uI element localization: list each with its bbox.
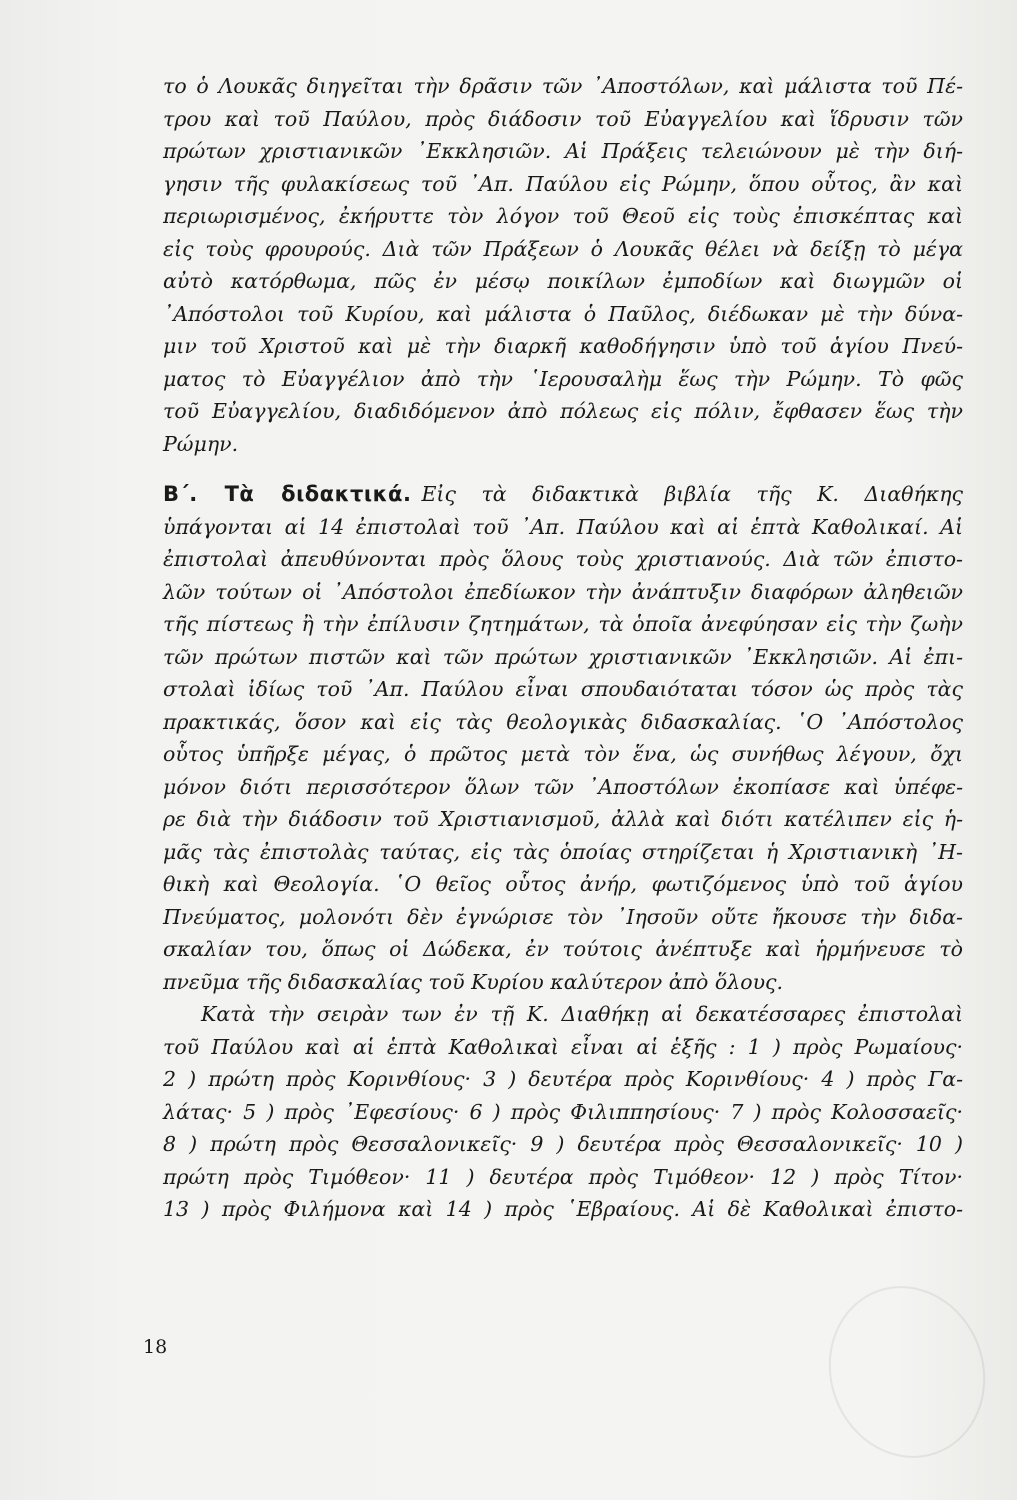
text-line: στολαὶ ἰδίως τοῦ ᾿Απ. Παύλου εἶναι σπουδαιόταται τόσον ὡς πρὸς τὰς [163, 677, 963, 701]
text-line: τρου καὶ τοῦ Παύλου, πρὸς διάδοσιν τοῦ Εὐαγγελίου καὶ ἵδρυσιν τῶν [163, 106, 963, 131]
text-line: Κατὰ τὴν σειρὰν των ἐν τῇ Κ. Διαθήκῃ αἱ δεκατέσσαρες ἐπιστολαὶ [201, 1002, 963, 1026]
text-line: πρακτικάς, ὅσον καὶ εἰς τὰς θεολογικὰς διδασκαλίας. ῾Ο ᾿Απόστολος [163, 709, 963, 734]
text-line: λάτας· 5 ) πρὸς ᾿Εφεσίους· 6 ) πρὸς Φιλιππησίους· 7 ) πρὸς Κολοσσαεῖς· [163, 1099, 963, 1124]
text-line: ματος τὸ Εὐαγγέλιον ἀπὸ τὴν ῾Ιερουσαλὴμ ἕως τὴν Ρώμην. Τὸ φῶς [163, 366, 963, 391]
text-line: μιν τοῦ Χριστοῦ καὶ μὲ τὴν διαρκῆ καθοδήγησιν ὑπὸ τοῦ ἁγίου Πνεύ- [163, 334, 963, 358]
text-line: πρώτη πρὸς Τιμόθεον· 11 ) δευτέρα πρὸς Τιμόθεον· 12 ) πρὸς Τίτον· [163, 1164, 963, 1189]
text-line: πνεῦμα τῆς διδασκαλίας τοῦ Κυρίου καλύτερον ἀπὸ ὅλους. [163, 969, 784, 994]
text-line: 8 ) πρώτη πρὸς Θεσσαλονικεῖς· 9 ) δευτέρα πρὸς Θεσσαλονικεῖς· 10 ) [163, 1132, 963, 1156]
text-line: ρε διὰ τὴν διάδοσιν τοῦ Χριστιανισμοῦ, ἀλλὰ καὶ διότι κατέλιπεν εἰς ἡ- [163, 807, 963, 831]
paragraph-acts [163, 70, 963, 460]
text-line: Πνεύματος, μολονότι δὲν ἐγνώρισε τὸν ᾿Ιησοῦν οὔτε ἤκουσε τὴν διδα- [163, 904, 963, 929]
paragraph-epistle-list [163, 998, 963, 1226]
text-line: τῆς πίστεως ἢ τὴν ἐπίλυσιν ζητημάτων, τὰ ὁποῖα ἀνεφύησαν εἰς τὴν ζωὴν [163, 612, 963, 636]
text-line: θικὴ καὶ Θεολογία. ῾Ο θεῖος οὗτος ἀνήρ, φωτιζόμενος ὑπὸ τοῦ ἁγίου [163, 872, 963, 896]
text-line: Ρώμην. [163, 431, 239, 456]
text-line: τοῦ Παύλου καὶ αἱ ἑπτὰ Καθολικαὶ εἶναι αἱ ἑξῆς : 1 ) πρὸς Ρωμαίους· [163, 1034, 963, 1059]
text-line: εἰς τοὺς φρουρούς. Διὰ τῶν Πράξεων ὁ Λουκᾶς θέλει νὰ δείξῃ τὸ μέγα [163, 236, 963, 261]
text-line: 13 ) πρὸς Φιλήμονα καὶ 14 ) πρὸς ῾Εβραίους. Αἱ δὲ Καθολικαὶ ἐπιστο- [163, 1197, 963, 1221]
paragraph-didactic [163, 478, 963, 998]
text-line: 2 ) πρώτη πρὸς Κορινθίους· 3 ) δευτέρα πρὸς Κορινθίους· 4 ) πρὸς Γα- [163, 1067, 963, 1091]
text-line: λῶν τούτων οἱ ᾿Απόστολοι ἐπεδίωκον τὴν ἀνάπτυξιν διαφόρων ἀληθειῶν [163, 579, 963, 604]
text-line: ᾿Απόστολοι τοῦ Κυρίου, καὶ μάλιστα ὁ Παῦλος, διέδωκαν μὲ τὴν δύνα- [163, 301, 963, 326]
text-line: τῶν πρώτων πιστῶν καὶ τῶν πρώτων χριστιανικῶν ᾿Εκκλησιῶν. Αἱ ἐπι- [163, 644, 963, 669]
text-line: γησιν τῆς φυλακίσεως τοῦ ᾿Απ. Παύλου εἰς Ρώμην, ὅπου οὗτος, ἂν καὶ [163, 171, 963, 196]
text-line: περιωρισμένος, ἐκήρυττε τὸν λόγον τοῦ Θεοῦ εἰς τοὺς ἐπισκέπτας καὶ [163, 204, 963, 228]
text-line: ἐπιστολαὶ ἀπευθύνονται πρὸς ὅλους τοὺς χριστιανούς. Διὰ τῶν ἐπιστο- [163, 547, 963, 571]
text-line: μᾶς τὰς ἐπιστολὰς ταύτας, εἰς τὰς ὁποίας στηρίζεται ἡ Χριστιανικὴ ᾿Η- [163, 839, 963, 864]
section-first-line: Εἰς τὰ διδακτικὰ βιβλία τῆς Κ. Διαθήκης [421, 482, 963, 506]
library-stamp [805, 1264, 1009, 1480]
section-heading-line [163, 478, 963, 511]
text-line: τοῦ Εὐαγγελίου, διαδιδόμενον ἀπὸ πόλεως εἰς πόλιν, ἔφθασεν ἕως τὴν [163, 399, 963, 423]
text-line: σκαλίαν του, ὅπως οἱ Δώδεκα, ἐν τούτοις ἀνέπτυξε καὶ ἡρμήνευσε τὸ [163, 937, 963, 961]
text-line: αὐτὸ κατόρθωμα, πῶς ἐν μέσῳ ποικίλων ἐμποδίων καὶ διωγμῶν οἱ [163, 269, 963, 293]
page-text [163, 70, 963, 1226]
text-line: το ὁ Λουκᾶς διηγεῖται τὴν δρᾶσιν τῶν ᾿Αποστόλων, καὶ μάλιστα τοῦ Πέ- [163, 74, 963, 98]
text-line: οὗτος ὑπῆρξε μέγας, ὁ πρῶτος μετὰ τὸν ἕνα, ὡς συνήθως λέγουν, ὄχι [163, 742, 963, 766]
page-number: 18 [143, 1336, 168, 1358]
text-line: πρώτων χριστιανικῶν ᾿Εκκλησιῶν. Αἱ Πράξεις τελειώνουν μὲ τὴν διή- [163, 139, 963, 163]
section-heading: Β΄. Τὰ διδακτικά. [163, 482, 412, 506]
text-line: ὑπάγονται αἱ 14 ἐπιστολαὶ τοῦ ᾿Απ. Παύλου καὶ αἱ ἑπτὰ Καθολικαί. Αἱ [163, 514, 963, 539]
text-line: μόνον διότι περισσότερον ὅλων τῶν ᾿Αποστόλων ἐκοπίασε καὶ ὑπέφε- [163, 774, 963, 799]
